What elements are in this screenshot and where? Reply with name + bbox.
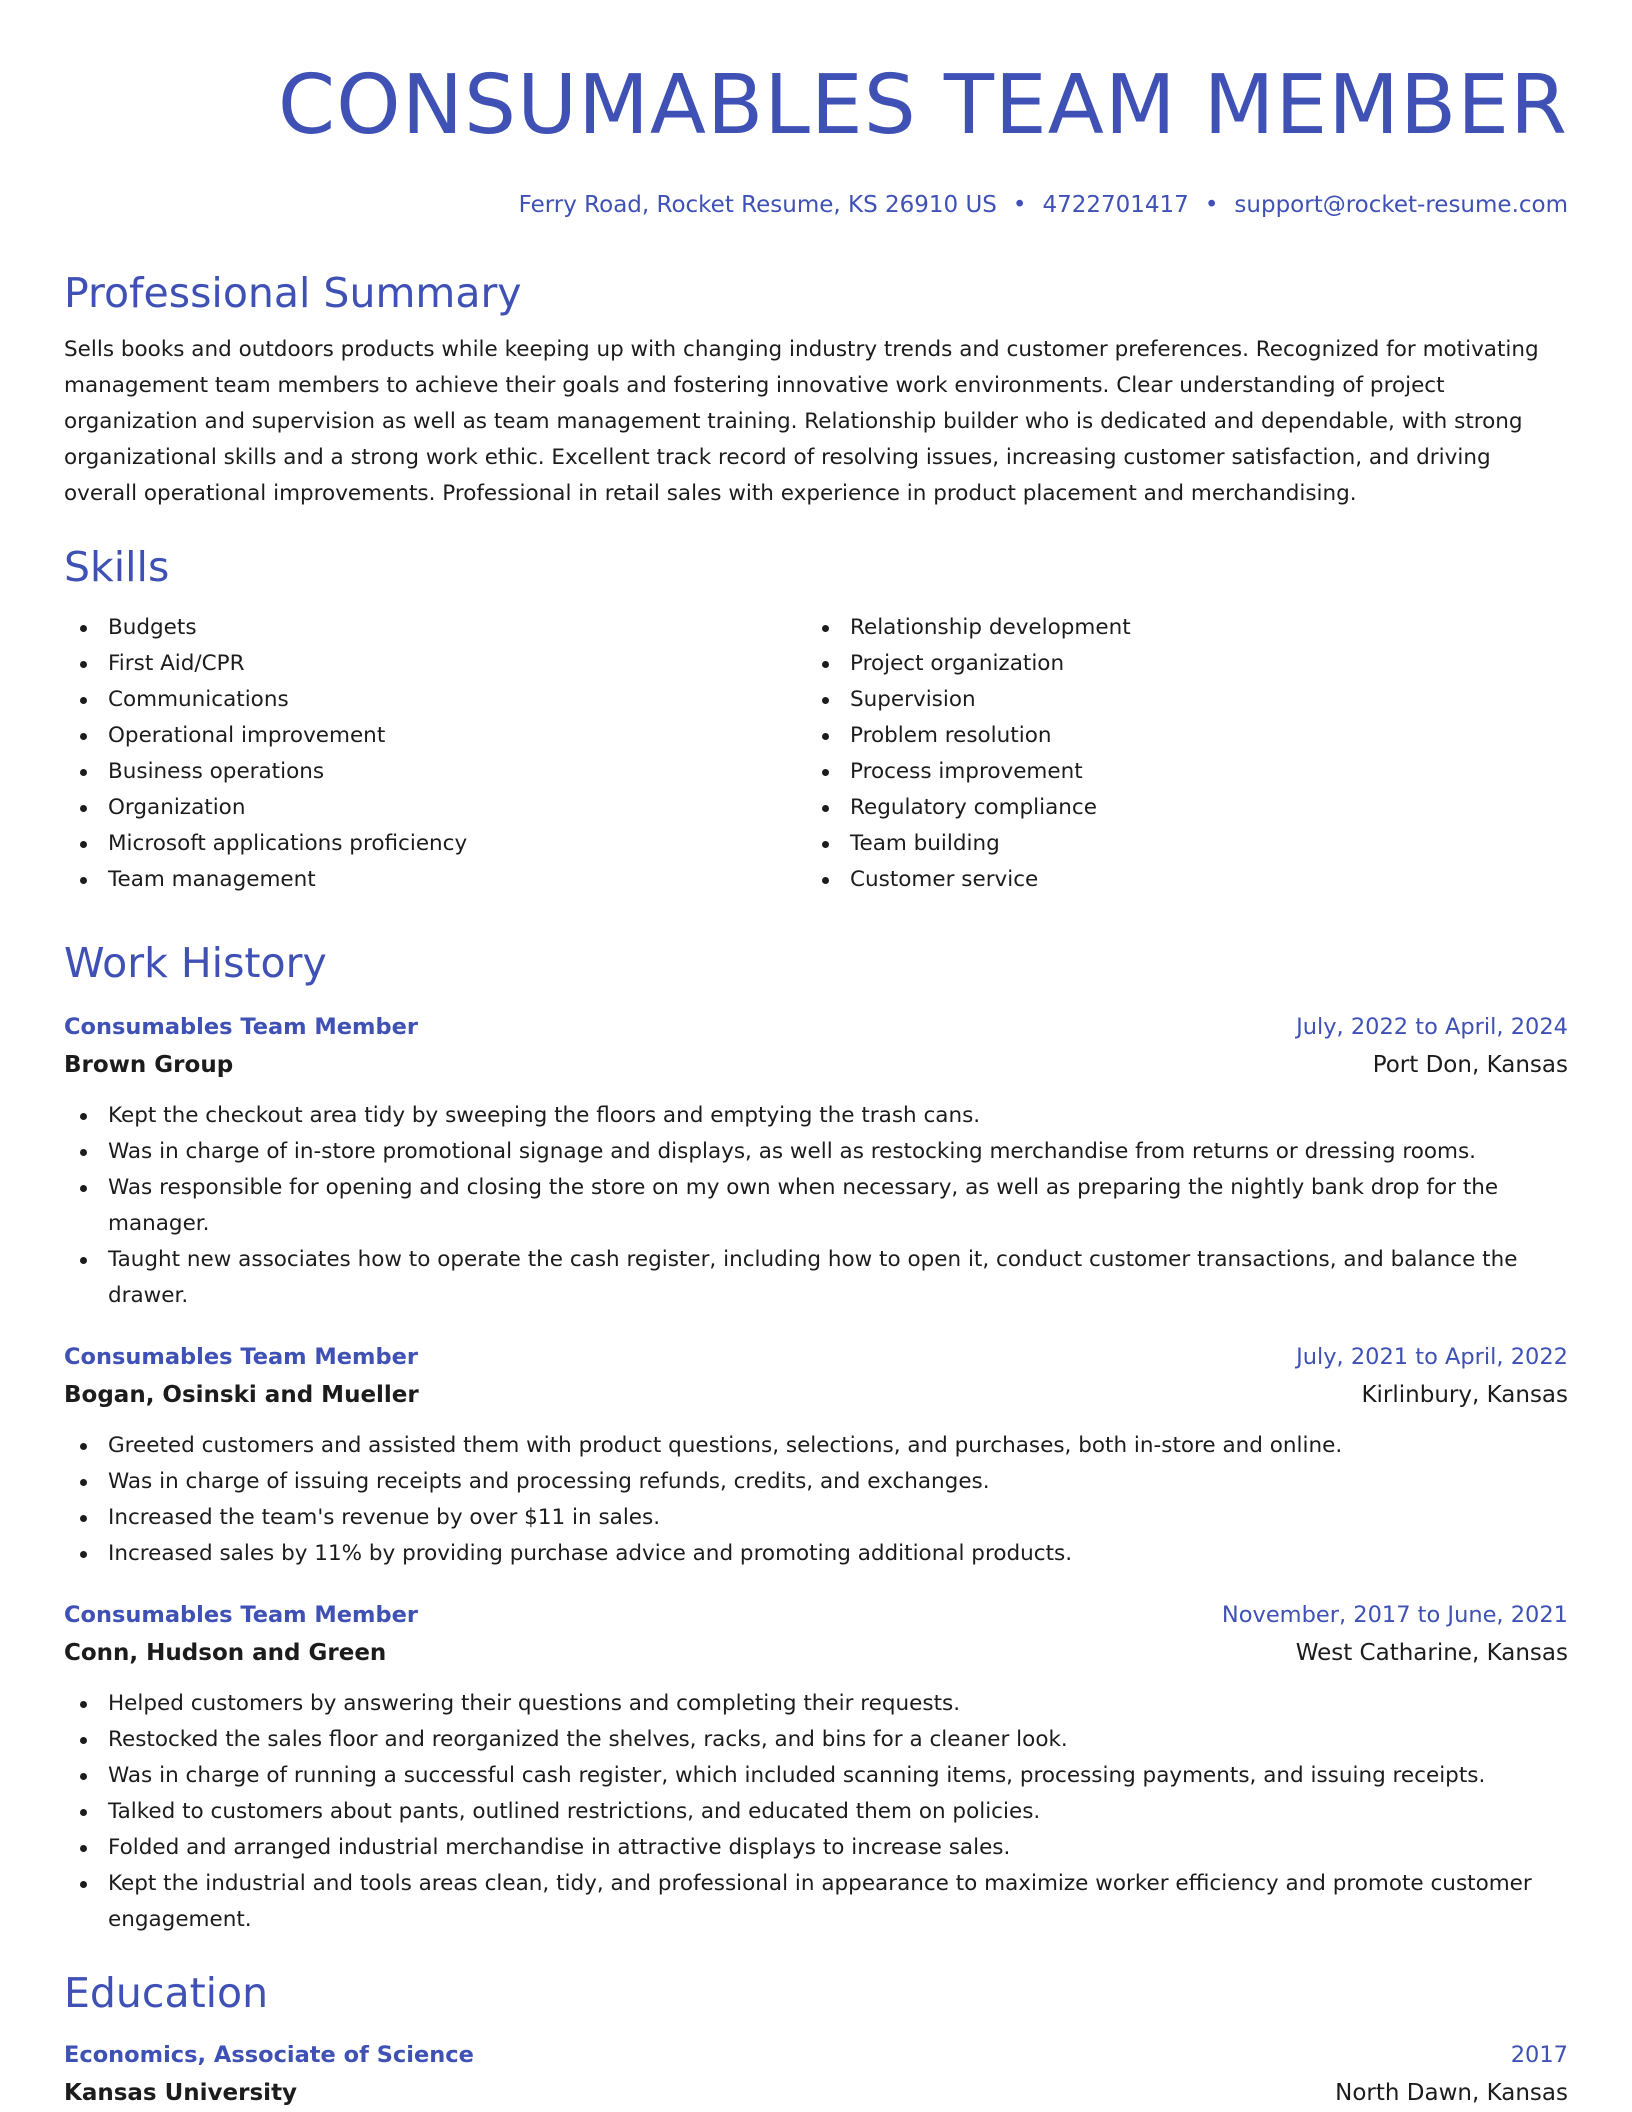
contact-email[interactable]: support@rocket-resume.com: [1234, 192, 1568, 218]
skill-item: Organization: [64, 790, 806, 826]
job-bullets: [64, 1686, 1568, 1938]
job-header: [64, 1596, 1568, 1634]
job-entry: [64, 1008, 1568, 1314]
job-header: [64, 1338, 1568, 1376]
education-header: [64, 2036, 1568, 2074]
job-subheader: [64, 1376, 1568, 1414]
summary-text: Sells books and outdoors products while keeping up with changing industry trends and customer preferences. Recognized for motivating management team members to achieve their goals and fostering innovative work environments. Clear understanding of project organization and supervision as well as team management training. Relationship builder who is dedicated and dependable, with strong organizational skills and a strong work ethic. Excellent track record of resolving issues, increasing customer satisfaction, and driving overall operational improvements. Professional in retail sales with experience in product placement and merchandising.: [64, 337, 1539, 506]
job-bullet: Was in charge of in-store promotional signage and displays, as well as restocking merchandise from returns or dressing rooms.: [64, 1134, 1568, 1170]
education-heading: Education: [64, 1969, 269, 2017]
skill-item: Business operations: [64, 754, 806, 790]
education-degree: Economics, Associate of Science: [64, 2042, 474, 2068]
job-bullet: Kept the checkout area tidy by sweeping the floors and emptying the trash cans.: [64, 1098, 1568, 1134]
job-subheader: [64, 1634, 1568, 1672]
skill-item: Process improvement: [806, 754, 1548, 790]
skill-item: Team management: [64, 862, 806, 898]
job-location: West Catharine, Kansas: [1295, 1640, 1568, 1666]
skill-item: Problem resolution: [806, 718, 1548, 754]
job-title: Consumables Team Member: [64, 1602, 418, 1628]
skill-item: Communications: [64, 682, 806, 718]
skill-item: Microsoft applications proficiency: [64, 826, 806, 862]
job-bullet: Increased sales by 11% by providing purchase advice and promoting additional products.: [64, 1536, 1568, 1572]
skill-item: Budgets: [64, 610, 806, 646]
job-bullets: [64, 1098, 1568, 1314]
skills-heading: Skills: [64, 543, 170, 591]
job-employer: Bogan, Osinski and Mueller: [64, 1382, 419, 1408]
contact-line: [64, 192, 1568, 218]
skills-column-left: [64, 610, 806, 898]
job-bullet: Taught new associates how to operate the cash register, including how to open it, conduct customer transactions, and balance the drawer.: [64, 1242, 1568, 1314]
education-subheader: [64, 2074, 1568, 2112]
job-bullets: [64, 1428, 1568, 1572]
candidate-name: CONSUMABLES TEAM MEMBER: [277, 58, 1568, 153]
job-bullet: Folded and arranged industrial merchandise in attractive displays to increase sales.: [64, 1830, 1568, 1866]
job-employer: Brown Group: [64, 1052, 234, 1078]
job-bullet: Kept the industrial and tools areas clean, tidy, and professional in appearance to maximize worker efficiency and promote customer engagement.: [64, 1866, 1568, 1938]
job-subheader: [64, 1046, 1568, 1084]
contact-address: Ferry Road, Rocket Resume, KS 26910 US: [518, 192, 997, 218]
job-location: Kirlinbury, Kansas: [1361, 1382, 1568, 1408]
job-employer: Conn, Hudson and Green: [64, 1640, 387, 1666]
skills-list: [64, 610, 1568, 898]
skill-item: Relationship development: [806, 610, 1548, 646]
job-dates: July, 2022 to April, 2024: [1296, 1014, 1568, 1040]
work-history-heading: Work History: [64, 939, 327, 987]
job-bullet: Was in charge of running a successful cash register, which included scanning items, processing payments, and issuing receipts.: [64, 1758, 1568, 1794]
contact-phone[interactable]: 4722701417: [1042, 192, 1189, 218]
skill-item: Supervision: [806, 682, 1548, 718]
skill-item: Team building: [806, 826, 1548, 862]
education-school: Kansas University: [64, 2080, 298, 2106]
job-dates: November, 2017 to June, 2021: [1221, 1602, 1568, 1628]
skill-item: Regulatory compliance: [806, 790, 1548, 826]
skill-item: First Aid/CPR: [64, 646, 806, 682]
skill-item: Operational improvement: [64, 718, 806, 754]
education-location: North Dawn, Kansas: [1335, 2080, 1568, 2106]
job-bullet: Greeted customers and assisted them with product questions, selections, and purchases, both in-store and online.: [64, 1428, 1568, 1464]
job-header: [64, 1008, 1568, 1046]
job-bullet: Was in charge of issuing receipts and processing refunds, credits, and exchanges.: [64, 1464, 1568, 1500]
job-entry: [64, 1338, 1568, 1572]
contact-separator: •: [1204, 192, 1219, 218]
job-dates: July, 2021 to April, 2022: [1296, 1344, 1568, 1370]
job-bullet: Was responsible for opening and closing the store on my own when necessary, as well as preparing the nightly bank drop for the manager.: [64, 1170, 1568, 1242]
job-bullet: Talked to customers about pants, outlined restrictions, and educated them on policies.: [64, 1794, 1568, 1830]
skills-column-right: [806, 610, 1548, 898]
skill-item: Project organization: [806, 646, 1548, 682]
job-title: Consumables Team Member: [64, 1344, 418, 1370]
job-entry: [64, 1596, 1568, 1938]
job-bullet: Increased the team's revenue by over $11 in sales.: [64, 1500, 1568, 1536]
job-bullet: Restocked the sales floor and reorganized the shelves, racks, and bins for a cleaner look.: [64, 1722, 1568, 1758]
education-year: 2017: [1510, 2042, 1568, 2068]
job-title: Consumables Team Member: [64, 1014, 418, 1040]
contact-separator: •: [1012, 192, 1027, 218]
skill-item: Customer service: [806, 862, 1548, 898]
education-entry: [64, 2036, 1568, 2112]
job-bullet: Helped customers by answering their questions and completing their requests.: [64, 1686, 1568, 1722]
summary-heading: Professional Summary: [64, 269, 522, 317]
job-location: Port Don, Kansas: [1372, 1052, 1568, 1078]
